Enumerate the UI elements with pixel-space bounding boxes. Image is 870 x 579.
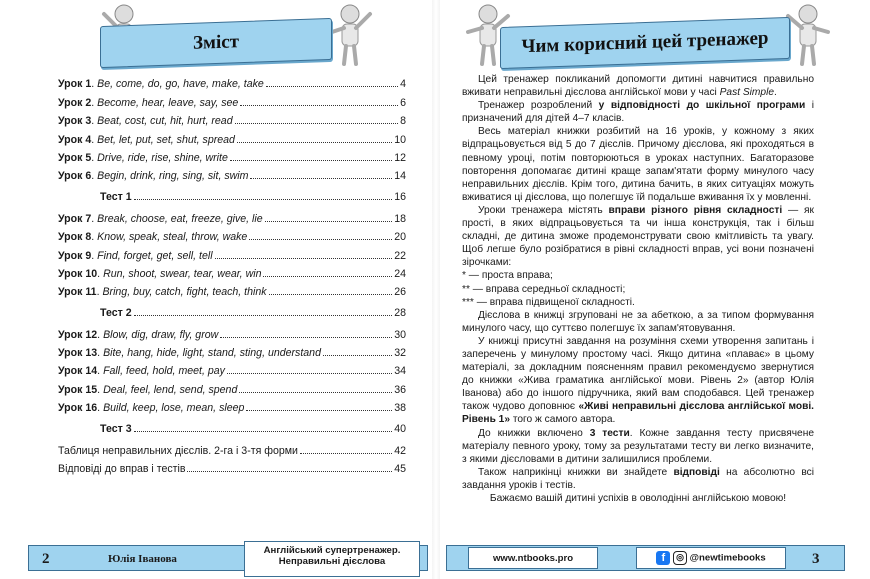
toc-lesson-number: Тест 1 — [100, 191, 132, 204]
spine — [432, 0, 440, 579]
toc-separator: . — [97, 328, 104, 341]
text-run: Бажаємо вашій дитині успіхів в оволодінні англійською мовою! — [489, 493, 787, 504]
toc-verbs: Bring, buy, catch, fight, teach, think — [102, 286, 267, 299]
toc-lesson-number: Урок 3 — [58, 115, 92, 128]
toc-separator: . — [91, 96, 98, 109]
bold-text: 3 тести — [589, 427, 630, 439]
toc-page-number: 30 — [394, 328, 406, 341]
text-run: У книжці присутні завдання на розуміння схеми утворення запитань і заперечень у минулому простому часі. Якщо дитина «плаває» в цьому матеріалі, за докладним поясненням правил рекомендуємо звернутися до книжки «Жива граматика англійської мови. Рівень 2» (автор Юлія Іванова) або до іншого підручника, який вам сподобався. Цей тренажер також чудово доповнює — [462, 335, 814, 413]
text-run: Уроки тренажера містять — [478, 204, 609, 216]
toc-separator: . — [97, 383, 104, 396]
toc-label — [58, 191, 132, 203]
social-handle[interactable]: @newtimebooks — [689, 552, 766, 564]
toc-page-number: 26 — [394, 286, 406, 299]
toc-page-number: 38 — [394, 402, 406, 415]
text-run: Тренажер розроблений — [478, 100, 599, 112]
toc-leader-dots — [134, 199, 393, 200]
body-paragraph — [462, 335, 814, 427]
stick-figure-right — [784, 2, 834, 68]
toc-lesson-number: Урок 9 — [58, 249, 92, 262]
toc-verbs: Bet, let, put, set, shut, spread — [97, 133, 235, 146]
toc-lesson-number: Урок 5 — [58, 151, 92, 164]
body-paragraph — [462, 125, 814, 204]
toc-row[interactable] — [58, 322, 406, 340]
toc-leader-dots — [249, 239, 392, 240]
toc-test-row[interactable] — [58, 298, 406, 322]
toc-lesson-number: Урок 12 — [58, 328, 98, 341]
website-box — [468, 547, 598, 569]
toc-page-number: 34 — [394, 365, 406, 378]
table-of-contents — [58, 72, 406, 475]
toc-verbs: Begin, drink, ring, sing, sit, swim — [97, 170, 249, 183]
text-run: . Кожне завдання тесту присвячене матеріалу певного уроку, тому за результатами тесту ви легко визначите, з якими дієсловами в дитини залишилися проблеми. — [462, 427, 814, 465]
toc-lesson-number: Тест 2 — [100, 307, 132, 320]
toc-test-row[interactable] — [58, 182, 406, 206]
body-paragraph — [462, 204, 814, 269]
bold-text: «Живі неправильні дієслова англійської мові. Рівень 1» — [462, 401, 814, 426]
toc-lesson-number: Урок 6 — [58, 170, 92, 183]
toc-leader-dots — [246, 410, 392, 411]
toc-row[interactable] — [58, 377, 406, 395]
toc-separator: . — [91, 231, 98, 244]
toc-separator: . — [97, 365, 104, 378]
toc-test-row[interactable] — [58, 414, 406, 438]
toc-verbs: Blow, dig, draw, fly, grow — [103, 328, 219, 341]
toc-page-number: 40 — [394, 423, 406, 436]
bold-text: у відповідності до шкільної програми — [598, 100, 806, 112]
toc-verbs: Drive, ride, rise, shine, write — [97, 151, 228, 164]
toc-row[interactable] — [58, 359, 406, 377]
toc-page-number: 42 — [394, 444, 406, 457]
toc-verbs: Beat, cost, cut, hit, hurt, read — [97, 115, 233, 128]
contents-title: Зміст — [192, 31, 239, 54]
toc-label — [58, 115, 233, 127]
toc-label — [58, 213, 263, 225]
toc-separator: . — [97, 347, 104, 360]
text-run: того ж самого автора. — [510, 414, 616, 426]
page-number-right: 3 — [812, 551, 820, 567]
toc-row[interactable] — [58, 243, 406, 261]
toc-lesson-number: Урок 10 — [58, 267, 98, 280]
toc-page-number: 32 — [394, 347, 406, 360]
text-run: — як прості, в яких відпрацьовується та чи інша конструкція, так і більш складні, де дитина зможе продемонструвати свою кмітливість та увагу. Щоб легше було розібратися в рівні складності вправ, усі вони позначені зірочками: — [462, 204, 815, 269]
toc-title: Таблиця неправильних дієслів. 2-га і 3-тя форми — [58, 444, 298, 457]
toc-row[interactable] — [58, 146, 406, 164]
toc-lesson-number: Урок 8 — [58, 231, 92, 244]
toc-row[interactable] — [58, 438, 406, 456]
body-paragraph — [462, 73, 814, 99]
toc-label — [58, 97, 238, 109]
toc-row[interactable] — [58, 280, 406, 298]
intro-banner — [500, 17, 790, 69]
body-paragraph — [462, 309, 814, 335]
page-number-left: 2 — [42, 551, 50, 567]
toc-page-number: 14 — [394, 170, 406, 183]
toc-page-number: 12 — [394, 151, 406, 164]
toc-label — [58, 78, 264, 90]
toc-verbs: Break, choose, eat, freeze, give, lie — [97, 212, 263, 225]
toc-row[interactable] — [58, 396, 406, 414]
toc-page-number: 36 — [394, 383, 406, 396]
toc-lesson-number: Урок 4 — [58, 133, 92, 146]
toc-leader-dots — [187, 471, 392, 472]
toc-leader-dots — [263, 276, 392, 277]
toc-leader-dots — [300, 453, 392, 454]
bold-text: вправи різного рівня складності — [608, 204, 783, 216]
toc-leader-dots — [235, 123, 399, 124]
text-run: на абсолютно всі завдання уроків і тестів. — [462, 466, 814, 491]
toc-leader-dots — [134, 431, 393, 432]
toc-label — [58, 152, 228, 164]
text-run: . — [774, 87, 777, 99]
toc-verbs: Know, speak, steal, throw, wake — [97, 231, 248, 244]
toc-verbs: Find, forget, get, sell, tell — [97, 249, 213, 262]
text-run: Також наприкінці книжки ви знайдете — [478, 466, 674, 478]
text-run: ** — вправа середньої складності; — [462, 283, 626, 295]
toc-row[interactable] — [58, 127, 406, 145]
body-paragraph — [462, 269, 814, 282]
toc-label — [58, 307, 132, 319]
toc-separator: . — [91, 151, 98, 164]
toc-separator: . — [91, 170, 98, 183]
toc-separator: . — [91, 115, 98, 128]
toc-separator: . — [91, 249, 98, 262]
toc-leader-dots — [220, 337, 392, 338]
toc-page-number: 18 — [394, 212, 406, 225]
toc-verbs: Fall, feed, hold, meet, pay — [103, 365, 225, 378]
book-title-line-1: Англійський супертренажер. — [263, 545, 401, 556]
intro-title: Чим корисний цей тренажер — [521, 27, 769, 58]
body-paragraph — [462, 466, 814, 492]
text-run: і призначений для дітей 4–7 класів. — [462, 100, 815, 125]
toc-lesson-number: Урок 15 — [58, 383, 98, 396]
toc-row[interactable] — [58, 457, 406, 475]
toc-separator: . — [91, 78, 98, 91]
toc-row[interactable] — [58, 225, 406, 243]
toc-page-number: 10 — [394, 133, 406, 146]
toc-page-number: 6 — [400, 96, 406, 109]
toc-label — [58, 402, 244, 414]
toc-verbs: Deal, feel, lend, send, spend — [103, 383, 238, 396]
toc-row[interactable] — [58, 262, 406, 280]
toc-leader-dots — [237, 142, 392, 143]
toc-leader-dots — [239, 392, 392, 393]
toc-page-number: 22 — [394, 249, 406, 262]
toc-separator: . — [91, 212, 98, 225]
toc-page-number: 16 — [394, 191, 406, 204]
italic-text: Past Simple — [719, 87, 774, 99]
toc-page-number: 45 — [394, 463, 406, 476]
toc-page-number: 4 — [400, 78, 406, 91]
right-page — [440, 0, 845, 579]
toc-page-number: 24 — [394, 267, 406, 280]
toc-label — [58, 347, 321, 359]
toc-label — [58, 170, 248, 182]
toc-verbs: Run, shoot, swear, tear, wear, win — [103, 267, 262, 280]
body-paragraph — [462, 99, 814, 125]
toc-label — [58, 134, 235, 146]
toc-leader-dots — [227, 373, 392, 374]
toc-row[interactable] — [58, 90, 406, 108]
toc-leader-dots — [323, 355, 392, 356]
book-title-box — [244, 541, 420, 577]
facebook-icon[interactable]: f — [656, 551, 670, 565]
text-run: *** — вправа підвищеної складності. — [462, 296, 635, 308]
toc-verbs: Build, keep, lose, mean, sleep — [103, 402, 245, 415]
contents-banner — [100, 18, 332, 68]
social-box — [636, 547, 786, 569]
toc-label — [58, 231, 247, 243]
toc-separator: . — [96, 286, 103, 299]
toc-label — [58, 286, 267, 298]
toc-leader-dots — [230, 160, 392, 161]
toc-leader-dots — [250, 178, 392, 179]
toc-leader-dots — [215, 258, 393, 259]
toc-verbs: Become, hear, leave, say, see — [97, 96, 239, 109]
text-run: Весь матеріал книжки розбитий на 16 уроків, у кожному з яких відпрацьовується від 5 до 7 дієслів. Причому дієслова, які проходяться в певному уроці, потім повторюються в уроках наступних. Багаторазове повторення допомагає дитині краще запам'ятати форму минулого часу неправильних дієслів. Крім того, дитина бачить, в яких ситуаціях можуть вживатися ці дієслова, що полегшує їй подальше вживання їх у мовленні. — [462, 126, 814, 203]
toc-label — [58, 445, 298, 457]
toc-verbs: Bite, hang, hide, light, stand, sting, understand — [103, 347, 321, 360]
toc-page-number: 28 — [394, 307, 406, 320]
toc-row[interactable] — [58, 109, 406, 127]
toc-page-number: 8 — [400, 115, 406, 128]
toc-title: Відповіді до вправ і тестів — [58, 463, 186, 476]
body-paragraph — [462, 283, 814, 296]
toc-lesson-number: Урок 14 — [58, 365, 98, 378]
text-run: Дієслова в книжці згруповані не за абеткою, а за типом формування минулого часу, що суттєво полегшує їх запам'ятовування. — [462, 309, 814, 334]
toc-label — [58, 463, 185, 475]
text-run: * — проста вправа; — [462, 270, 553, 282]
toc-lesson-number: Урок 2 — [58, 96, 92, 109]
toc-label — [58, 365, 225, 377]
toc-lesson-number: Урок 16 — [58, 402, 98, 415]
toc-separator: . — [97, 267, 104, 280]
toc-verbs: Be, come, do, go, have, make, take — [97, 78, 264, 91]
toc-leader-dots — [240, 105, 398, 106]
toc-label — [58, 329, 218, 341]
toc-row[interactable] — [58, 341, 406, 359]
body-paragraph — [462, 427, 814, 466]
toc-label — [58, 384, 237, 396]
text-run: Цей тренажер покликаний допомогти дитині навчитися правильно вживати неправильні дієслова англійської мови у часі — [462, 74, 814, 99]
left-footer — [28, 539, 433, 579]
book-title-line-2: Неправильні дієслова — [278, 556, 386, 567]
body-paragraph — [462, 492, 814, 505]
toc-row[interactable] — [58, 206, 406, 224]
toc-leader-dots — [266, 86, 398, 87]
author-name: Юлія Іванова — [108, 553, 177, 565]
toc-lesson-number: Урок 11 — [58, 286, 97, 299]
left-page — [28, 0, 433, 579]
text-run: До книжки включено — [478, 427, 590, 439]
toc-row[interactable] — [58, 72, 406, 90]
toc-separator: . — [91, 133, 98, 146]
toc-leader-dots — [269, 294, 393, 295]
right-footer — [440, 539, 845, 579]
toc-lesson-number: Урок 1 — [58, 78, 92, 91]
body-paragraph — [462, 296, 814, 309]
toc-page-number: 20 — [394, 231, 406, 244]
toc-leader-dots — [134, 315, 393, 316]
toc-lesson-number: Тест 3 — [100, 423, 132, 436]
toc-label — [58, 423, 132, 435]
intro-body — [462, 73, 814, 505]
bold-text: відповіді — [673, 466, 720, 478]
toc-separator: . — [97, 402, 104, 415]
toc-lesson-number: Урок 7 — [58, 212, 92, 225]
website-link[interactable]: www.ntbooks.pro — [492, 553, 574, 564]
instagram-icon[interactable]: ◎ — [673, 551, 687, 565]
stick-figure-right — [326, 2, 376, 68]
toc-row[interactable] — [58, 164, 406, 182]
toc-label — [58, 250, 213, 262]
toc-leader-dots — [265, 221, 393, 222]
toc-label — [58, 268, 261, 280]
toc-lesson-number: Урок 13 — [58, 347, 98, 360]
